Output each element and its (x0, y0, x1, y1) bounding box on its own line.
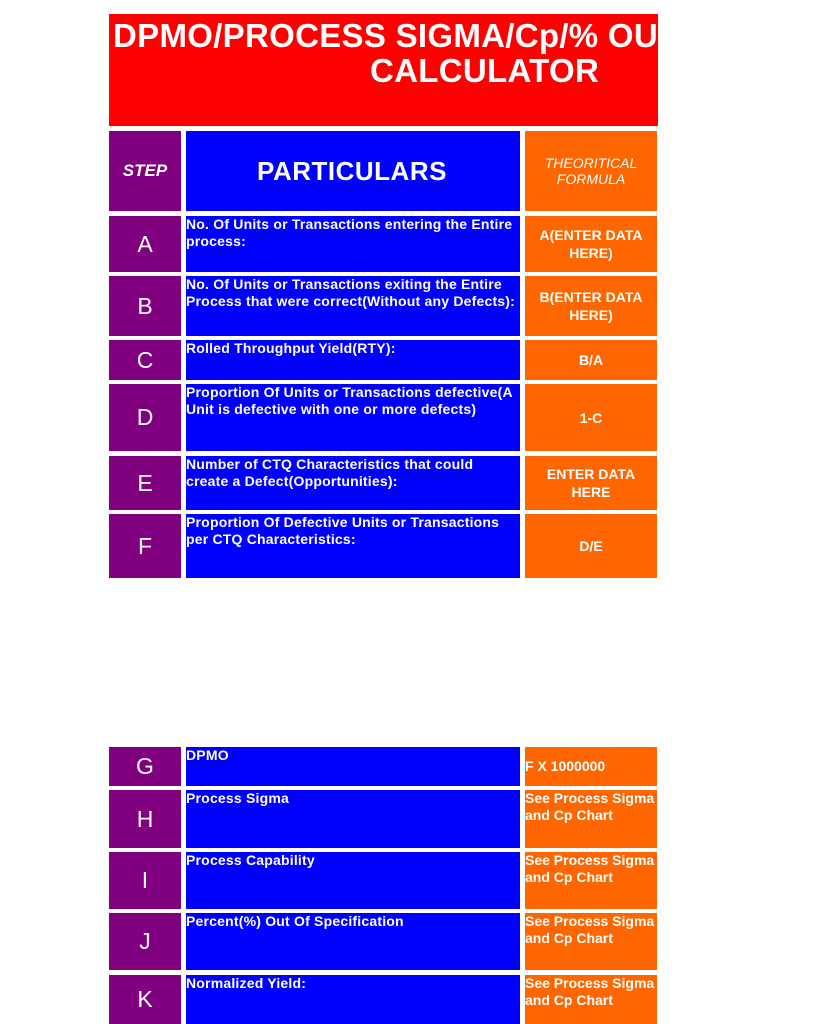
formula-cell-g[interactable]: F X 1000000 (525, 747, 657, 786)
particular-cell-b[interactable]: No. Of Units or Transactions exiting the Entire Process that were correct(Without any Defects): (186, 276, 520, 336)
formula-cell-a[interactable]: A(ENTER DATA HERE) (525, 216, 657, 272)
formula-cell-e[interactable]: ENTER DATA HERE (525, 456, 657, 510)
step-cell-k: K (109, 975, 181, 1024)
particular-cell-f[interactable]: Proportion Of Defective Units or Transactions per CTQ Characteristics: (186, 514, 520, 578)
header-particulars: PARTICULARS (186, 131, 520, 211)
title-line-1: DPMO/PROCESS SIGMA/Cp/% OUT OF SPEC (113, 17, 835, 54)
particular-cell-h[interactable]: Process Sigma (186, 790, 520, 848)
particular-cell-j[interactable]: Percent(%) Out Of Specification (186, 913, 520, 970)
formula-cell-h[interactable]: See Process Sigma and Cp Chart (525, 790, 657, 848)
header-step: STEP (109, 131, 181, 211)
formula-cell-b[interactable]: B(ENTER DATA HERE) (525, 276, 657, 336)
particular-cell-g[interactable]: DPMO (186, 747, 520, 786)
header-formula: THEORITICAL FORMULA (525, 131, 657, 211)
formula-cell-c[interactable]: B/A (525, 340, 657, 380)
step-cell-h: H (109, 790, 181, 848)
step-cell-e: E (109, 456, 181, 510)
formula-cell-f[interactable]: D/E (525, 514, 657, 578)
particular-cell-i[interactable]: Process Capability (186, 852, 520, 909)
particular-cell-d[interactable]: Proportion Of Units or Transactions defective(A Unit is defective with one or more defects) (186, 384, 520, 451)
formula-cell-d[interactable]: 1-C (525, 384, 657, 451)
formula-cell-k[interactable]: See Process Sigma and Cp Chart (525, 975, 657, 1024)
particular-cell-k[interactable]: Normalized Yield: (186, 975, 520, 1024)
step-cell-g: G (109, 747, 181, 786)
particular-cell-a[interactable]: No. Of Units or Transactions entering the Entire process: (186, 216, 520, 272)
particular-cell-e[interactable]: Number of CTQ Characteristics that could create a Defect(Opportunities): (186, 456, 520, 510)
particular-cell-c[interactable]: Rolled Throughput Yield(RTY): (186, 340, 520, 380)
step-cell-j: J (109, 913, 181, 970)
formula-cell-i[interactable]: See Process Sigma and Cp Chart (525, 852, 657, 909)
formula-cell-j[interactable]: See Process Sigma and Cp Chart (525, 913, 657, 970)
title-banner (109, 14, 835, 126)
step-cell-a: A (109, 216, 181, 272)
step-cell-d: D (109, 384, 181, 451)
title-line-2: CALCULATOR (370, 52, 600, 89)
step-cell-i: I (109, 852, 181, 909)
step-cell-b: B (109, 276, 181, 336)
step-cell-f: F (109, 514, 181, 578)
calculator-sheet (109, 14, 835, 1024)
step-cell-c: C (109, 340, 181, 380)
